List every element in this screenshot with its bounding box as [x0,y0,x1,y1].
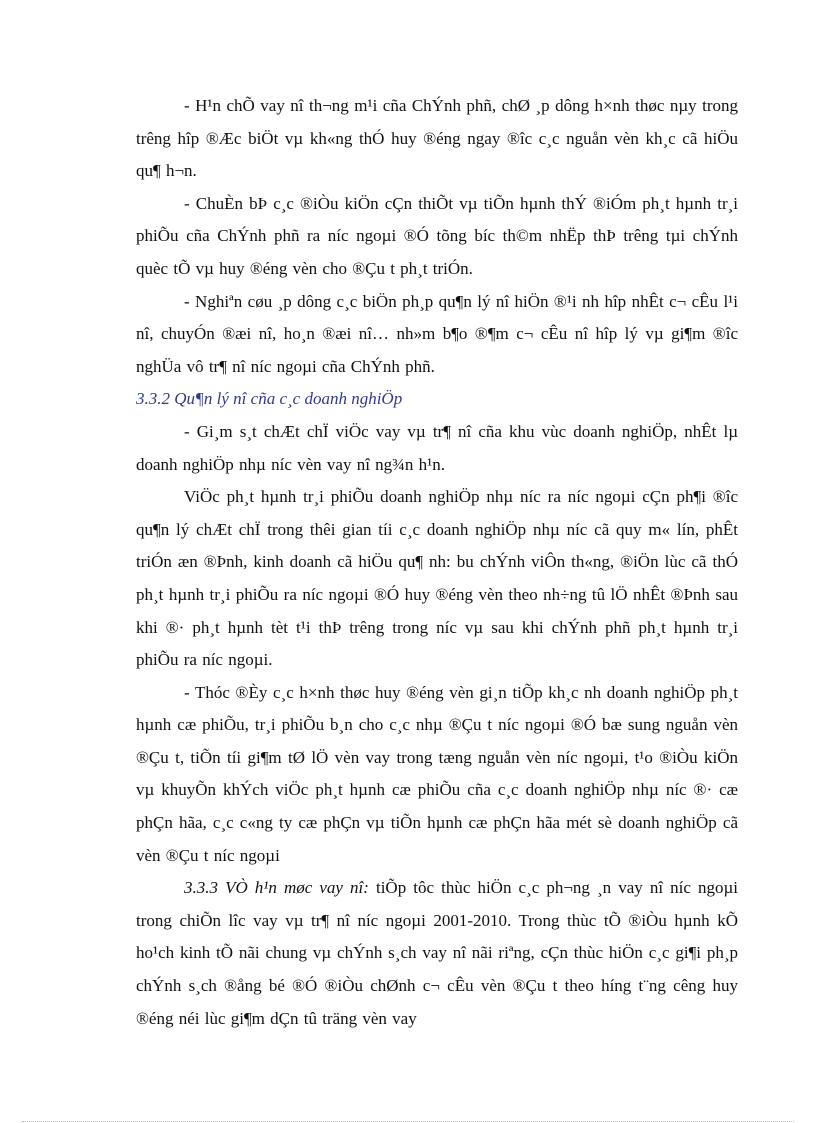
paragraph-supervise-enterprise-debt: - Gi¸m s¸t chÆt chÏ viÖc vay vµ tr¶ nî cña khu vùc doanh nghiÖp, nhÊt lµ doanh nghiÖp nhµ níc vèn vay nî ng¾n h¹n. [136,421,738,474]
document-body [136,90,738,1035]
paragraph-section-3-3-3 [136,872,738,1035]
paragraph-section-3-3-3-body: tiÕp tôc thùc hiÖn c¸c ph¬ng ¸n vay nî níc ngoµi trong chiÕn lîc vay vµ tr¶ nî níc ngoµi 2001-2010. Trong thùc tÕ ®iÒu hµnh kÕ ho¹ch kinh tÕ nãi chung vµ chÝnh s¸ch vay nî nãi riªng, cÇn thùc hiÖn c¸c gi¶i ph¸p chÝnh s¸ch ®ång bé ®Ó ®iÒu chØnh c¬ cÊu vèn ®Çu t theo híng t¨ng cêng huy ®éng néi lùc gi¶m dÇn tû träng vèn vay [136,878,738,1028]
section-heading-3-3-2: 3.3.2 Qu¶n lý nî cña c¸c doanh nghiÖp [136,389,403,409]
paragraph-debt-management-measures: - Nghiªn cøu ¸p dông c¸c biÖn ph¸p qu¶n lý nî hiÖn ®¹i nh hîp nhÊt c¬ cÊu l¹i nî, chuyÓn ®æi nî, ho¸n ®æi nî… nh»m b¶o ®¶m c¬ cÊu nî hîp lý vµ gi¶m ®îc nghÜa vô tr¶ nî níc ngoµi cña ChÝnh phñ. [136,291,738,376]
paragraph-limit-commercial-debt: - H¹n chÕ vay nî th¬ng m¹i cña ChÝnh phñ, chØ ¸p dông h×nh thøc nµy trong trêng hîp ®Æc biÖt vµ kh«ng thÓ huy ®éng ngay ®îc c¸c nguån vèn kh¸c cã hiÖu qu¶ h¬n. [136,96,738,181]
paragraph-indirect-capital-mobilization: - Thóc ®Èy c¸c h×nh thøc huy ®éng vèn gi¸n tiÕp kh¸c nh doanh nghiÖp ph¸t hµnh cæ phiÕu, tr¸i phiÕu b¸n cho c¸c nhµ ®Çu t níc ngoµi ®Ó bæ sung nguån vèn ®Çu t, tiÕn tíi gi¶m tØ lÖ vèn vay trong tæng nguån vèn níc ngoµi, t¹o ®iÒu kiÖn vµ khuyÕn khÝch viÖc ph¸t hµnh cæ phiÕu cña c¸c doanh nghiÖp nhµ níc ®· cæ phÇn hãa, c¸c c«ng ty cæ phÇn vµ tiÕn hµnh cæ phÇn hãa mét sè doanh nghiÖp cã vèn ®Çu t níc ngoµi [136,682,738,865]
paragraph-enterprise-bond-issuance: ViÖc ph¸t hµnh tr¸i phiÕu doanh nghiÖp nhµ níc ra níc ngoµi cÇn ph¶i ®îc qu¶n lý chÆt chÏ trong thêi gian tíi c¸c doanh nghiÖp nhµ níc cã quy m« lín, phÊt triÓn æn ®Þnh, kinh doanh cã hiÖu qu¶ nh: bu chÝnh viÔn th«ng, ®iÖn lùc cã thÓ ph¸t hµnh tr¸i phiÕu ra níc ngoµi ®Ó huy ®éng vèn theo nh÷ng tû lÖ nhÊt ®Þnh sau khi ®· ph¸t hµnh tèt t¹i thÞ trêng trong níc vµ sau khi chÝnh phñ ph¸t hµnh tr¸i phiÕu ra níc ngoµi. [136,487,738,670]
section-heading-3-3-3: 3.3.3 VÒ h¹n møc vay nî: [184,878,369,898]
page-bottom-dotted-rule [22,1121,794,1122]
paragraph-bond-issuance-preparation: - ChuÈn bÞ c¸c ®iÒu kiÖn cÇn thiÕt vµ tiÕn hµnh thÝ ®iÓm ph¸t hµnh tr¸i phiÕu cña ChÝnh phñ ra níc ngoµi ®Ó tõng bíc th©m nhËp thÞ trêng tµi chÝnh quèc tÕ vµ huy ®éng vèn cho ®Çu t ph¸t triÓn. [136,193,738,278]
